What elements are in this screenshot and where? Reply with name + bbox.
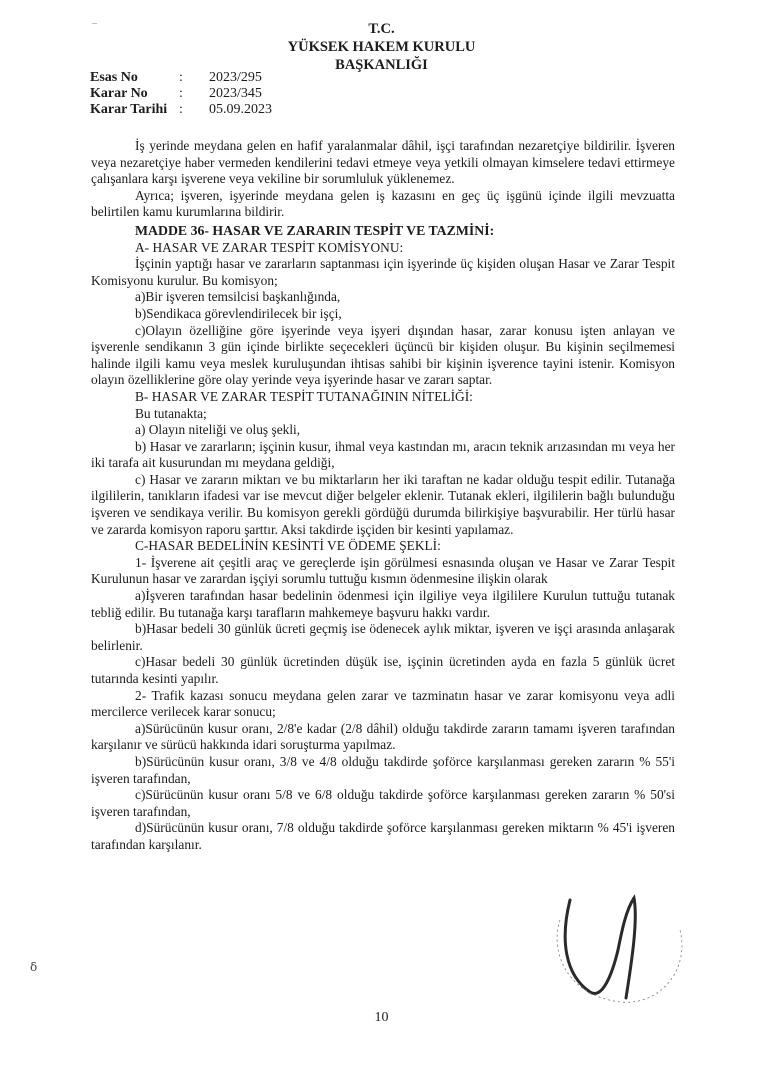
section-line: a)Bir işveren temsilcisi başkanlığında, [135, 289, 341, 305]
section-line: C-HASAR BEDELİNİN KESİNTİ VE ÖDEME ŞEKLİ: [135, 538, 441, 554]
paragraph: c)Hasar bedeli 30 günlük ücretinden düşük ise, işçinin ücretinden ayda en fazla 5 günlük ücret tutarında kesinti yapılır. [91, 654, 675, 686]
meta-separator: : [179, 86, 183, 101]
paragraph: c)Sürücünün kusur oranı 5/8 ve 6/8 olduğu takdirde şoförce karşılanması gereken zararın % 50'si işveren tarafından, [91, 787, 675, 819]
signature-mark [530, 880, 700, 1010]
paragraph: 2- Trafik kazası sonucu meydana gelen zarar ve tazminatın hasar ve zarar komisyonu veya adli mercilerce verilecek karar sonucu; [91, 687, 675, 720]
paragraph: İş yerinde meydana gelen en hafif yaralanmalar dâhil, işçi tarafından nezaretçiye bildirilir. İşveren veya nezaretçiye haber vermeden kendilerini tedavi etmeye veya yetkili olmayan kimselere tedavi ettirmeye çalışanlara karşı işverene veya vekiline bir sorumluluk yüklenemez. [91, 138, 675, 187]
meta-value: 2023/295 [209, 70, 262, 85]
paragraph: 1- İşverene ait çeşitli araç ve gereçlerde işin görülmesi esnasında oluşan ve Hasar ve Zarar Tespit Kurulunun hasar ve zarardan işçiyi sorumlu tuttuğu kısmın ödenmesine ilişkin olarak [91, 554, 675, 587]
document-body [91, 138, 675, 854]
meta-row-esas [90, 70, 272, 86]
meta-separator: : [179, 70, 183, 85]
paragraph: b)Sürücünün kusur oranı, 3/8 ve 4/8 olduğu takdirde şoförce karşılanması gereken zararın % 55'i işveren tarafından, [91, 753, 675, 786]
header-line-1: T.C. [368, 21, 395, 37]
section-line: B- HASAR VE ZARAR TESPİT TUTANAĞININ NİTELİĞİ: [135, 388, 473, 404]
meta-row-karar-tarihi [90, 102, 272, 118]
meta-value: 05.09.2023 [209, 102, 272, 117]
header-line-3: BAŞKANLIĞI [335, 57, 428, 73]
paragraph: İşçinin yaptığı hasar ve zararların saptanması için işyerinde üç kişiden oluşan Hasar ve Zarar Tespit Komisyonu kurulur. Bu komisyon; [91, 256, 675, 288]
meta-key: Esas No [90, 70, 138, 85]
meta-key: Karar Tarihi [90, 102, 168, 117]
paragraph: d)Sürücünün kusur oranı, 7/8 olduğu takdirde şoförce karşılanması gereken miktarın % 45'i işveren tarafından karşılanır. [91, 820, 675, 852]
meta-value: 2023/345 [209, 86, 262, 101]
article-heading: MADDE 36- HASAR VE ZARARIN TESPİT VE TAZMİNİ: [135, 222, 495, 238]
section-line: b)Sendikaca görevlendirilecek bir işçi, [135, 305, 342, 321]
meta-row-karar [90, 86, 272, 102]
paragraph: b)Hasar bedeli 30 günlük ücreti geçmiş ise ödenecek aylık miktar, işveren ve işçi arasında anlaşarak belirlenir. [91, 621, 675, 653]
case-metadata [90, 70, 272, 118]
page-number: 10 [374, 1010, 389, 1025]
section-line: a) Olayın niteliği ve oluş şekli, [135, 422, 301, 438]
paragraph: b) Hasar ve zararların; işçinin kusur, ihmal veya kastından mı, aracın teknik arızasından mı veya her iki tarafa ait kusurundan mı meydana geldiği, [91, 438, 675, 471]
paragraph: c) Hasar ve zararın miktarı ve bu miktarların her iki taraftan ne kadar olduğu tespit edilir. Tutanağa ilgililerin, tanıkların ifadesi var ise mevcut diğer belgeler eklenir. Tutanak ekleri, ilgililerin bağlı bulunduğu işveren ve sendikaya verilir. Bu komisyon gerekli gördüğü durumda bilirkişiye başvurabilir. Her türlü hasar ve zararda komisyon raporu şarttır. Aksi takdirde işçiden bir kesinti yapılamaz. [91, 471, 675, 537]
section-line: A- HASAR VE ZARAR TESPİT KOMİSYONU: [135, 239, 404, 255]
margin-mark: ẟ [30, 960, 38, 974]
meta-separator: : [179, 102, 183, 117]
paragraph: c)Olayın özelliğine göre işyerinde veya işyeri dışından hasar, zarar konusu işten anlayan ve işverenle sendikanın 3 gün içinde birlikte seçecekleri üçüncü bir kişiden oluşur. Bu kişinin seçilmemesi halinde ilgili kamu veya meslek kuruluşundan ihtisas sahibi bir kişinin işverence tayini istenir. Komisyon olayın özelliklerine göre olay yerinde veya işyerinde hasar ve zararı saptar. [91, 322, 675, 388]
paragraph: Ayrıca; işveren, işyerinde meydana gelen iş kazasını en geç üç işgünü içinde ilgili mevzuatta belirtilen kamu kurumlarına bildirir. [91, 187, 675, 220]
section-line: Bu tutanakta; [135, 405, 207, 421]
paragraph: a)Sürücünün kusur oranı, 2/8'e kadar (2/8 dâhil) olduğu takdirde zararın tamamı işveren tarafından karşılanır ve sürücü hakkında idari soruşturma yapılmaz. [91, 720, 675, 753]
corner-mark: – [92, 18, 97, 29]
meta-key: Karar No [90, 86, 148, 101]
document-header [0, 20, 763, 74]
header-line-2: YÜKSEK HAKEM KURULU [287, 39, 476, 55]
paragraph: a)İşveren tarafından hasar bedelinin ödenmesi için ilgiliye veya ilgililere Kurulun tuttuğu tutanak tebliğ edilir. Bu tutanağa karşı tarafların mahkemeye başvuru hakkı vardır. [91, 588, 675, 620]
